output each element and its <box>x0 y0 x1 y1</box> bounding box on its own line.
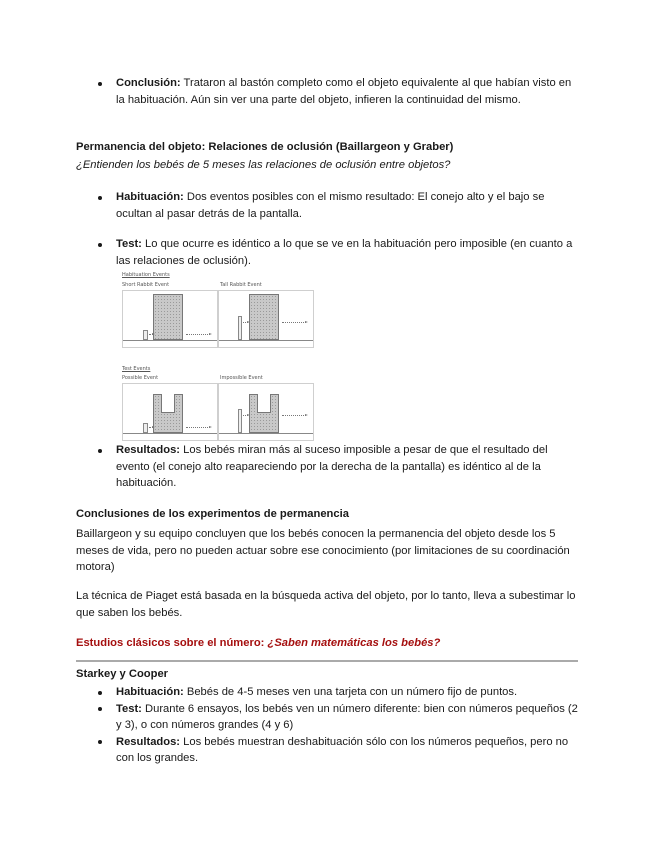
habituation-label: Habituación: <box>116 191 184 203</box>
habituation-text: Dos eventos posibles con el mismo resultado: El conejo alto y el bajo se ocultan al pasar detrás de la pantalla. <box>116 191 545 220</box>
conclusion-block <box>76 75 581 108</box>
tall-rabbit-icon <box>238 316 242 340</box>
list-item <box>76 734 581 767</box>
ground-line <box>123 433 217 434</box>
ground-line <box>123 340 217 341</box>
conclusions-paragraph-1: Baillargeon y su equipo concluyen que los bebés conocen la permanencia del objeto desde los 5 meses de vida, pero no pueden actuar sobre ese conocimiento (por limitaciones de su coordinación motora) <box>76 528 570 573</box>
arrow-icon <box>149 334 153 335</box>
list-item <box>76 684 581 701</box>
screen-shape <box>153 294 183 340</box>
screen-left-tower <box>249 394 258 413</box>
screen-shape <box>249 294 279 340</box>
figure-short-rabbit-label: Short Rabbit Event <box>122 282 170 288</box>
figure-impossible-label: Impossible Event <box>220 375 263 381</box>
short-rabbit-icon <box>143 330 148 340</box>
ground-line <box>219 340 313 341</box>
heading-main-text: Estudios clásicos sobre el número: <box>76 637 268 649</box>
list-item-habituation <box>76 189 581 222</box>
arrow-icon <box>243 322 248 323</box>
section-heading-number <box>76 635 581 652</box>
item-text: Bebés de 4-5 meses ven una tarjeta con un número fijo de puntos. <box>183 686 518 698</box>
test-text: Lo que ocurre es idéntico a lo que se ve en la habituación pero imposible (en cuanto a las relaciones de oclusión). <box>116 238 573 267</box>
figure-tall-rabbit-label: Tall Rabbit Event <box>220 282 262 288</box>
screen-base <box>249 412 279 433</box>
screen-base <box>153 412 183 433</box>
results-label: Resultados: <box>116 444 181 456</box>
arrow-icon <box>282 415 306 416</box>
item-label: Habituación: <box>116 686 184 698</box>
list-item-results <box>76 442 581 492</box>
arrow-icon <box>282 322 306 323</box>
panel-possible <box>122 383 218 441</box>
short-rabbit-icon <box>143 423 148 433</box>
habituation-block <box>76 189 581 222</box>
horizontal-divider <box>76 660 578 662</box>
item-label: Test: <box>116 702 142 715</box>
arrow-icon <box>186 427 210 428</box>
item-text: Durante 6 ensayos, los bebés ven un número diferente: bien con números pequeños (2 y 3), o con números grandes (4 y 6) <box>116 702 578 731</box>
figure-habituation-title: Habituation Events <box>122 272 170 278</box>
results-text: Los bebés miran más al suceso imposible a pesar de que el resultado del evento (el conejo alto reapareciendo por la derecha de la pantalla) es idéntico al de la habituación. <box>116 444 548 489</box>
occlusion-figure <box>118 270 318 440</box>
screen-right-tower <box>270 394 279 413</box>
conclusion-label: Conclusión: <box>116 77 181 89</box>
figure-possible-label: Possible Event <box>122 375 159 381</box>
subtitle-starkey-cooper: Starkey y Cooper <box>76 668 169 680</box>
item-text: Los bebés muestran deshabituación sólo con los números pequeños, pero no con los grandes. <box>116 735 569 764</box>
panel-impossible <box>218 383 314 441</box>
item-label: Resultados: <box>116 735 181 748</box>
screen-right-tower <box>174 394 183 413</box>
arrow-icon <box>243 415 248 416</box>
test-block <box>76 236 581 269</box>
tall-rabbit-icon <box>238 409 242 433</box>
section-question-occlusion: ¿Entienden los bebés de 5 meses las relaciones de oclusión entre objetos? <box>76 159 451 171</box>
screen-left-tower <box>153 394 162 413</box>
conclusion-text: Trataron al bastón completo como el objeto equivalente al que habían visto en la habituación. Aún sin ver una parte del objeto, infieren la continuidad del mismo. <box>116 77 572 106</box>
figure-test-title: Test Events <box>122 366 151 372</box>
results-block <box>76 442 581 492</box>
list-item-test <box>76 236 581 269</box>
arrow-icon <box>186 334 210 335</box>
ground-line <box>219 433 313 434</box>
panel-short-rabbit <box>122 290 218 348</box>
panel-tall-rabbit <box>218 290 314 348</box>
section-title-occlusion: Permanencia del objeto: Relaciones de oclusión (Baillargeon y Graber) <box>76 141 454 153</box>
list-item-conclusion <box>76 75 581 108</box>
list-item <box>76 701 581 734</box>
arrow-icon <box>149 427 153 428</box>
test-label: Test: <box>116 238 142 250</box>
starkey-list-block <box>76 684 581 767</box>
section-title-conclusions: Conclusiones de los experimentos de permanencia <box>76 508 349 520</box>
heading-question-text: ¿Saben matemáticas los bebés? <box>267 637 441 649</box>
conclusions-paragraph-2: La técnica de Piaget está basada en la búsqueda activa del objeto, por lo tanto, lleva a subestimar lo que saben los bebés. <box>76 590 576 619</box>
